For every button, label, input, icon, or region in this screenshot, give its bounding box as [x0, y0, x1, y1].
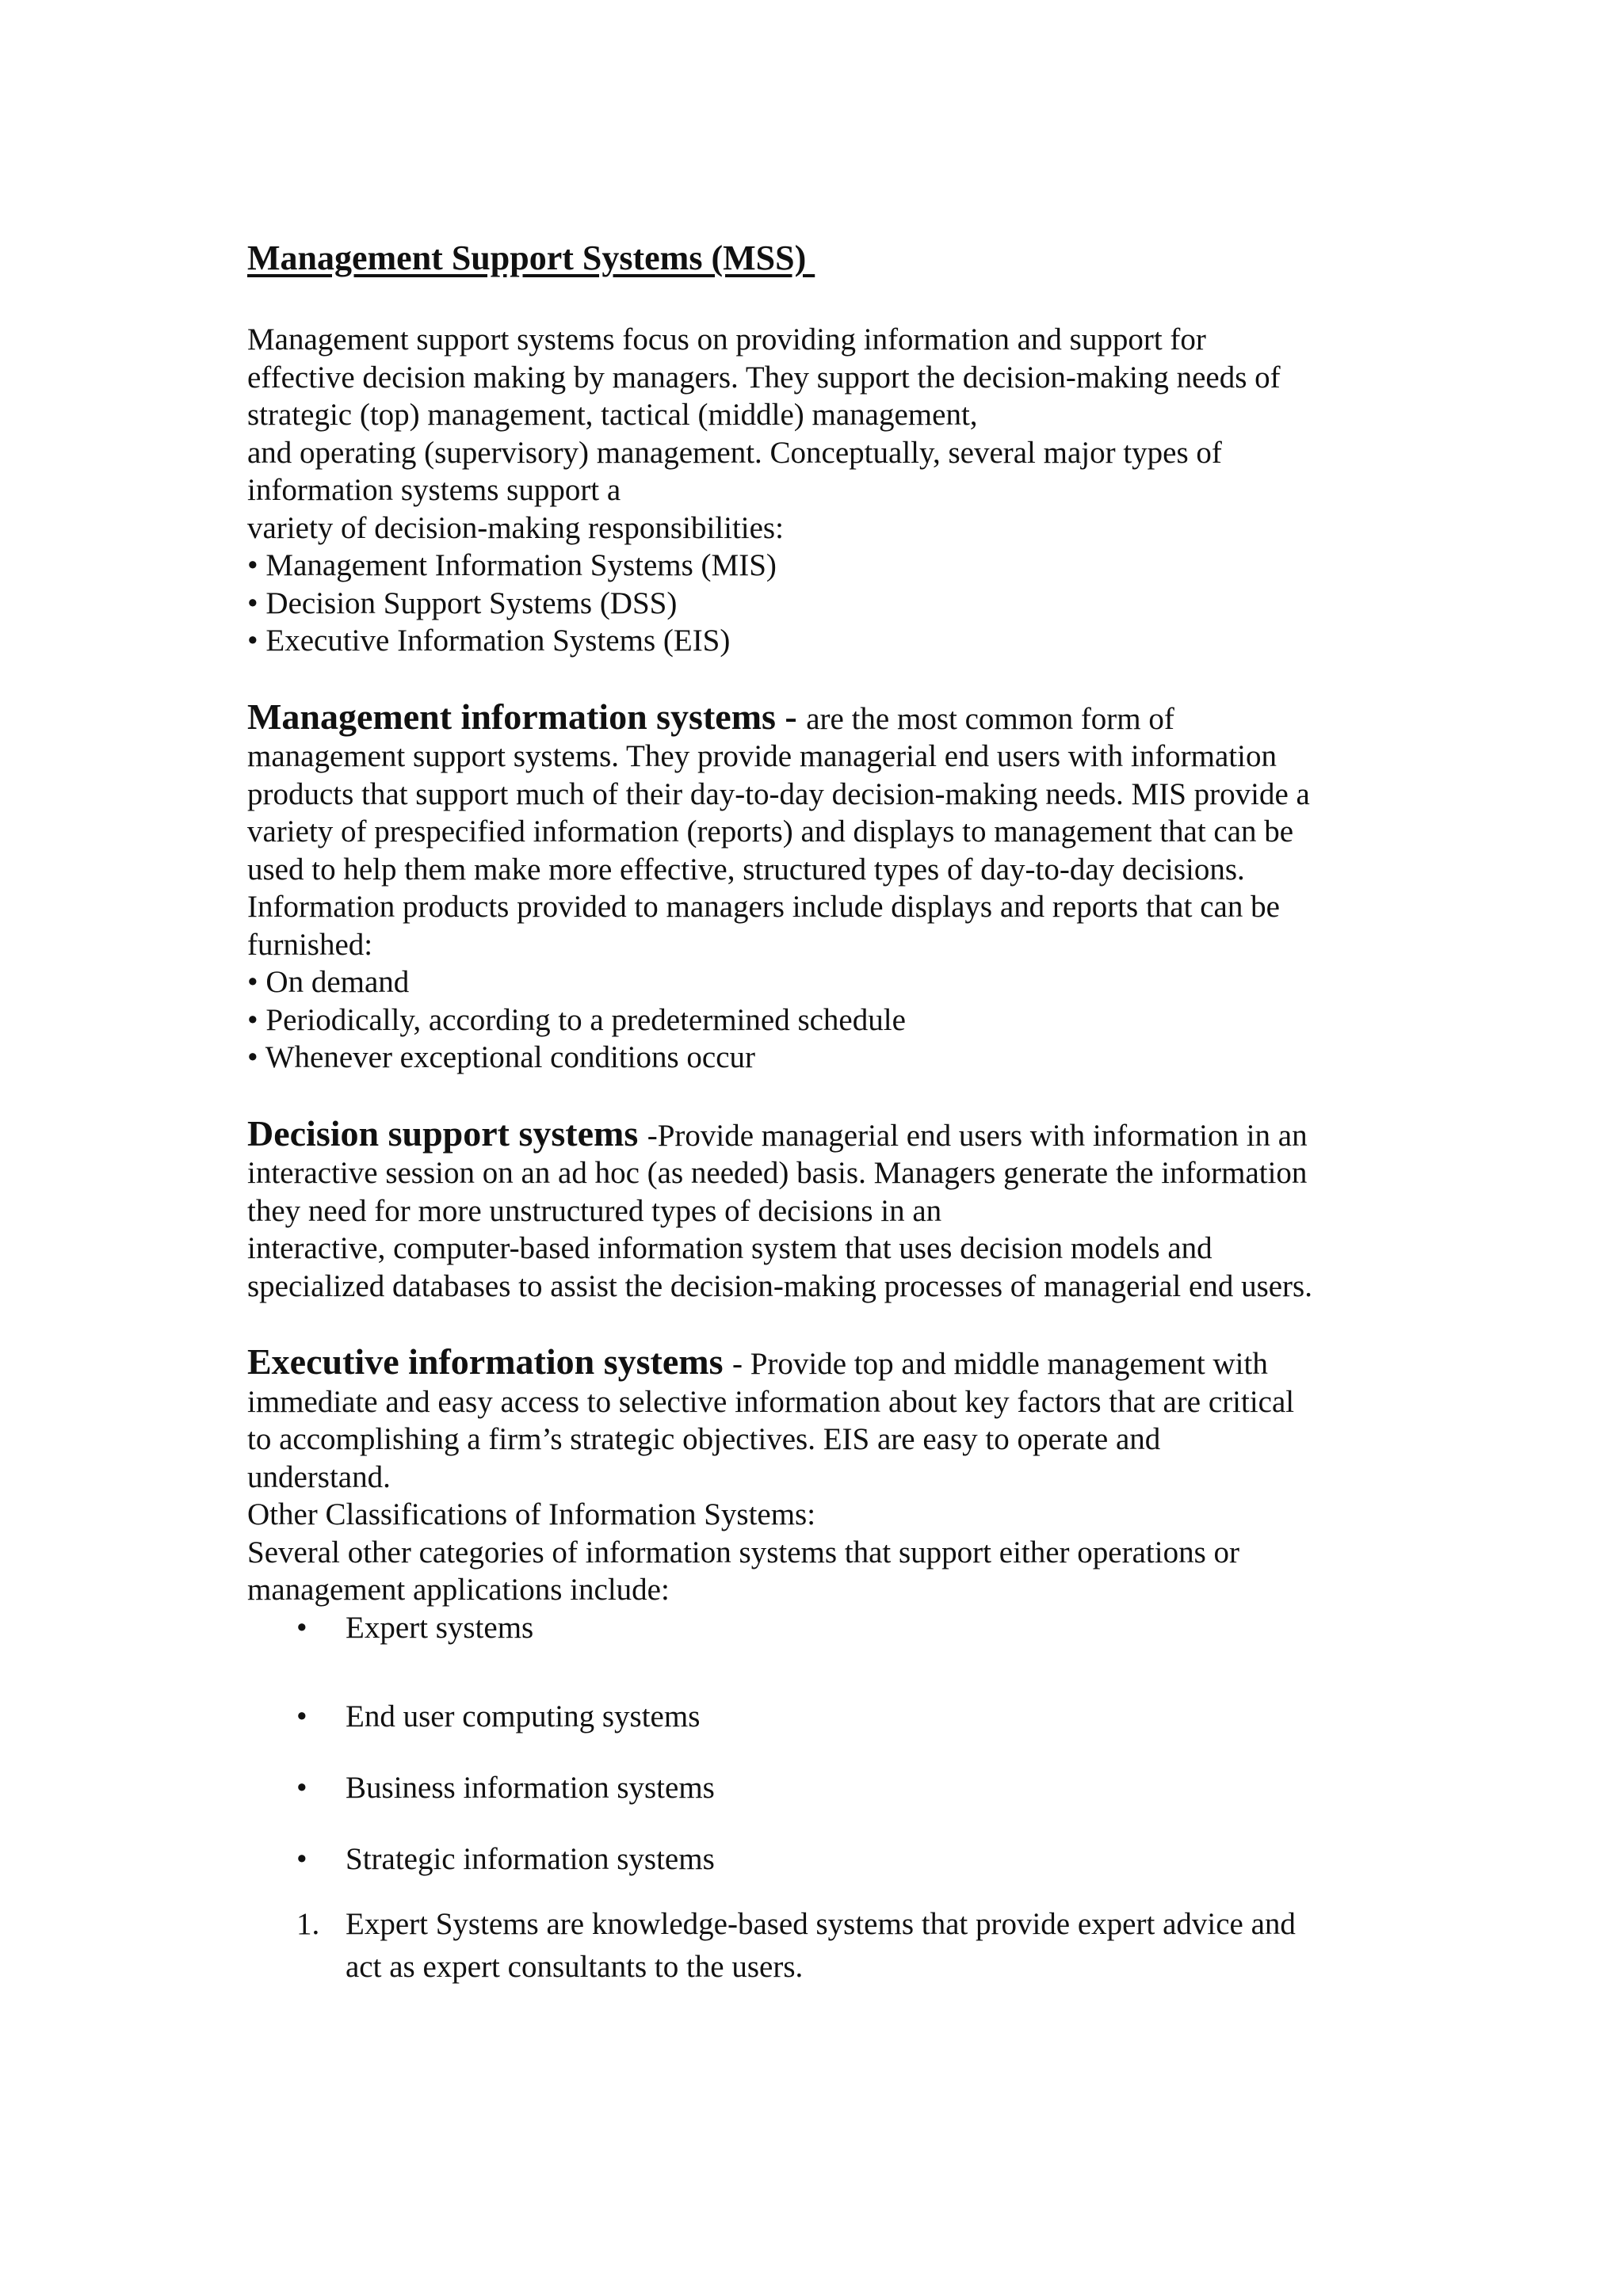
mis-line: variety of prespecified information (reports) and displays to management that can be: [247, 814, 1294, 849]
mis-line: products that support much of their day-to-day decision-making needs. MIS provide a: [247, 776, 1310, 811]
intro-line: variety of decision-making responsibilities:: [247, 510, 784, 545]
eis-line: to accomplishing a firm’s strategic objectives. EIS are easy to operate and: [247, 1422, 1161, 1456]
mis-line: management support systems. They provide managerial end users with information: [247, 739, 1277, 773]
other-classifications-heading: Other Classifications of Information Systems:: [247, 1497, 816, 1531]
dss-line: specialized databases to assist the decision-making processes of managerial end users.: [247, 1268, 1312, 1303]
intro-line: effective decision making by managers. They support the decision-making needs of: [247, 360, 1281, 395]
mis-line: furnished:: [247, 927, 373, 962]
intro-bullet-dss: • Decision Support Systems (DSS): [247, 585, 678, 620]
bullet-icon: •: [296, 1770, 307, 1805]
bullet-icon: •: [296, 1610, 307, 1645]
eis-section: [247, 1343, 1404, 1609]
intro-line: and operating (supervisory) management. Conceptually, several major types of: [247, 435, 1222, 470]
page-title: Management Support Systems (MSS): [247, 238, 815, 277]
other-systems-list: [247, 1609, 1404, 1895]
list-item: [247, 1609, 1404, 1646]
numbered-item: [247, 1903, 1404, 1989]
list-item-text: Expert systems: [346, 1610, 534, 1645]
list-item: [247, 1753, 1404, 1824]
dss-first-line: [247, 1112, 1404, 1155]
mis-section: [247, 698, 1404, 1077]
dss-line: interactive session on an ad hoc (as needed) basis. Managers generate the information: [247, 1156, 1308, 1190]
mis-bullet-on-demand: • On demand: [247, 965, 410, 999]
mis-bullet-exceptional: • Whenever exceptional conditions occur: [247, 1040, 756, 1074]
list-item: [247, 1681, 1404, 1753]
list-item-text: End user computing systems: [346, 1699, 701, 1733]
dss-heading: Decision support systems: [247, 1112, 647, 1154]
intro-line: Management support systems focus on providing information and support for: [247, 322, 1206, 357]
mis-line: used to help them make more effective, structured types of day-to-day decisions.: [247, 852, 1245, 887]
bullet-icon: •: [296, 1699, 307, 1733]
intro-bullet-eis: • Executive Information Systems (EIS): [247, 624, 731, 658]
dss-first-line-text: -Provide managerial end users with information in an: [647, 1118, 1308, 1153]
eis-first-line-text: - Provide top and middle management with: [731, 1347, 1268, 1381]
mis-line: Information products provided to managers include displays and reports that can be: [247, 890, 1280, 924]
list-item: [247, 1824, 1404, 1895]
dss-line: they need for more unstructured types of decisions in an: [247, 1193, 942, 1228]
mis-bullet-periodically: • Periodically, according to a predetermined schedule: [247, 1002, 906, 1037]
list-item-text: Business information systems: [346, 1770, 715, 1805]
document-page: [247, 238, 1404, 1989]
eis-line: immediate and easy access to selective information about key factors that are critical: [247, 1384, 1295, 1419]
numbered-item-line: Expert Systems are knowledge-based systems that provide expert advice and: [346, 1906, 1296, 1941]
intro-line: strategic (top) management, tactical (middle) management,: [247, 398, 978, 432]
eis-first-line: [247, 1343, 1404, 1383]
item-number: 1.: [296, 1906, 320, 1941]
eis-line: Several other categories of information systems that support either operations or: [247, 1535, 1239, 1569]
mis-first-line-text: are the most common form of: [806, 701, 1174, 736]
intro-bullet-mis: • Management Information Systems (MIS): [247, 548, 777, 582]
numbered-item-line: act as expert consultants to the users.: [346, 1949, 804, 1984]
intro-paragraph: [247, 321, 1404, 660]
numbered-list: [247, 1903, 1404, 1989]
eis-line: management applications include:: [247, 1573, 670, 1607]
intro-line: information systems support a: [247, 473, 621, 507]
eis-line: understand.: [247, 1459, 391, 1494]
dss-line: interactive, computer-based information system that uses decision models and: [247, 1231, 1212, 1265]
mis-first-line: [247, 698, 1404, 738]
bullet-icon: •: [296, 1841, 307, 1876]
eis-heading: Executive information systems: [247, 1341, 732, 1382]
list-item-text: Strategic information systems: [346, 1841, 715, 1876]
mis-heading: Management information systems -: [247, 696, 807, 737]
dss-section: [247, 1112, 1404, 1306]
